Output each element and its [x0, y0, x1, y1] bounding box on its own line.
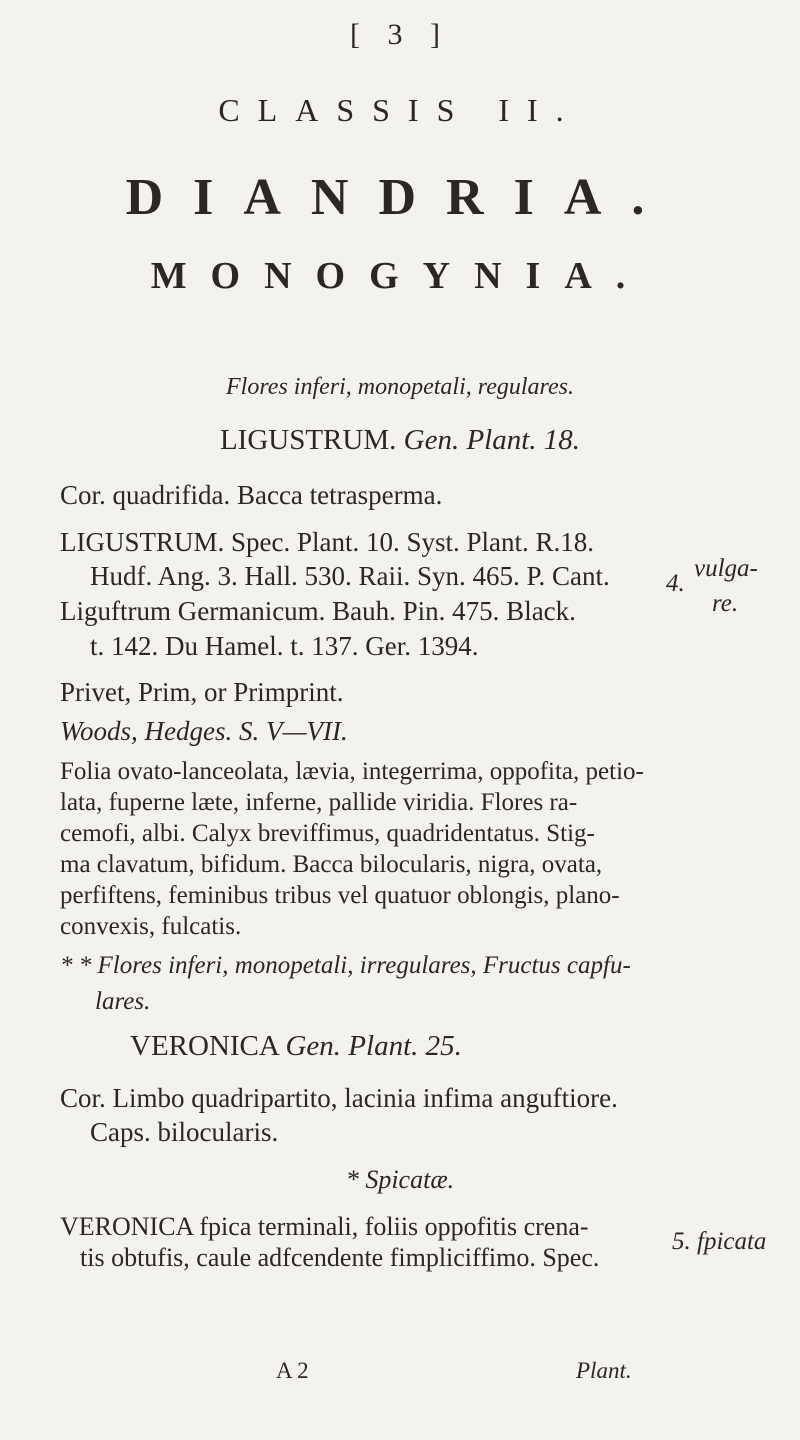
description-line: perfiftens, feminibus tribus vel quatuor oblongis, plano-: [60, 882, 620, 909]
order-heading: DIANDRIA.: [125, 169, 675, 226]
division-heading: Flores inferi, monopetali, regulares.: [226, 374, 574, 400]
description-line: cemofi, albi. Calyx breviffimus, quadridentatus. Stig-: [60, 820, 595, 847]
genus-name-2: VERONICA: [130, 1030, 279, 1062]
suborder-heading: MONOGYNIA.: [150, 255, 650, 297]
genus-reference: Gen. Plant. 18.: [403, 424, 581, 456]
genus-line-2: [130, 1030, 462, 1063]
classis-heading: CLASSIS II.: [218, 92, 582, 128]
margin-note-number: 4.: [666, 570, 685, 597]
species-reference-4: t. 142. Du Hamel. t. 137. Ger. 1394.: [90, 631, 479, 661]
description-line: lata, fuperne læte, inferne, pallide viridia. Flores ra-: [60, 789, 578, 816]
species-reference-3: Liguftrum Germanicum. Bauh. Pin. 475. Black.: [60, 596, 576, 626]
signature-mark: A 2: [276, 1358, 309, 1383]
genus-name: LIGUSTRUM.: [219, 424, 397, 456]
section-heading: * Spicatæ.: [345, 1165, 455, 1194]
generic-character-2: Cor. Limbo quadripartito, lacinia infima anguftiore.: [60, 1083, 618, 1113]
generic-character: Cor. quadrifida. Bacca tetrasperma.: [60, 480, 443, 510]
margin-note-species: vulga-: [694, 555, 758, 582]
catchword: Plant.: [576, 1358, 632, 1383]
division2-heading-end: lares.: [95, 988, 151, 1015]
page-number: [ 3 ]: [350, 18, 450, 51]
margin-note-species-2: 5. fpicata: [672, 1228, 767, 1255]
species-description-2: VERONICA fpica terminali, foliis oppofitis crena-: [60, 1212, 589, 1241]
division2-heading: * * Flores inferi, monopetali, irregulares, Fructus capfu-: [60, 952, 631, 979]
description-paragraph: [60, 756, 644, 942]
description-line: ma clavatum, bifidum. Bacca bilocularis, nigra, ovata,: [60, 851, 603, 878]
genus-line: [0, 424, 800, 457]
habitat: Woods, Hedges. S. V—VII.: [60, 716, 348, 746]
description-line: Folia ovato-lanceolata, lævia, integerrima, oppofita, petio-: [60, 758, 644, 785]
generic-character-2-end: Caps. bilocularis.: [90, 1117, 279, 1147]
description-line: convexis, fulcatis.: [60, 913, 242, 940]
common-names: Privet, Prim, or Primprint.: [60, 677, 344, 707]
species-reference-1: LIGUSTRUM. Spec. Plant. 10. Syst. Plant. R.18.: [60, 527, 595, 557]
species-description-2-end: tis obtufis, caule adfcendente fimpliciffimo. Spec.: [80, 1243, 600, 1272]
genus-reference-2: Gen. Plant. 25.: [285, 1030, 462, 1062]
species-reference-2: Hudf. Ang. 3. Hall. 530. Raii. Syn. 465. P. Cant.: [90, 561, 610, 591]
margin-note-species-end: re.: [712, 590, 739, 617]
